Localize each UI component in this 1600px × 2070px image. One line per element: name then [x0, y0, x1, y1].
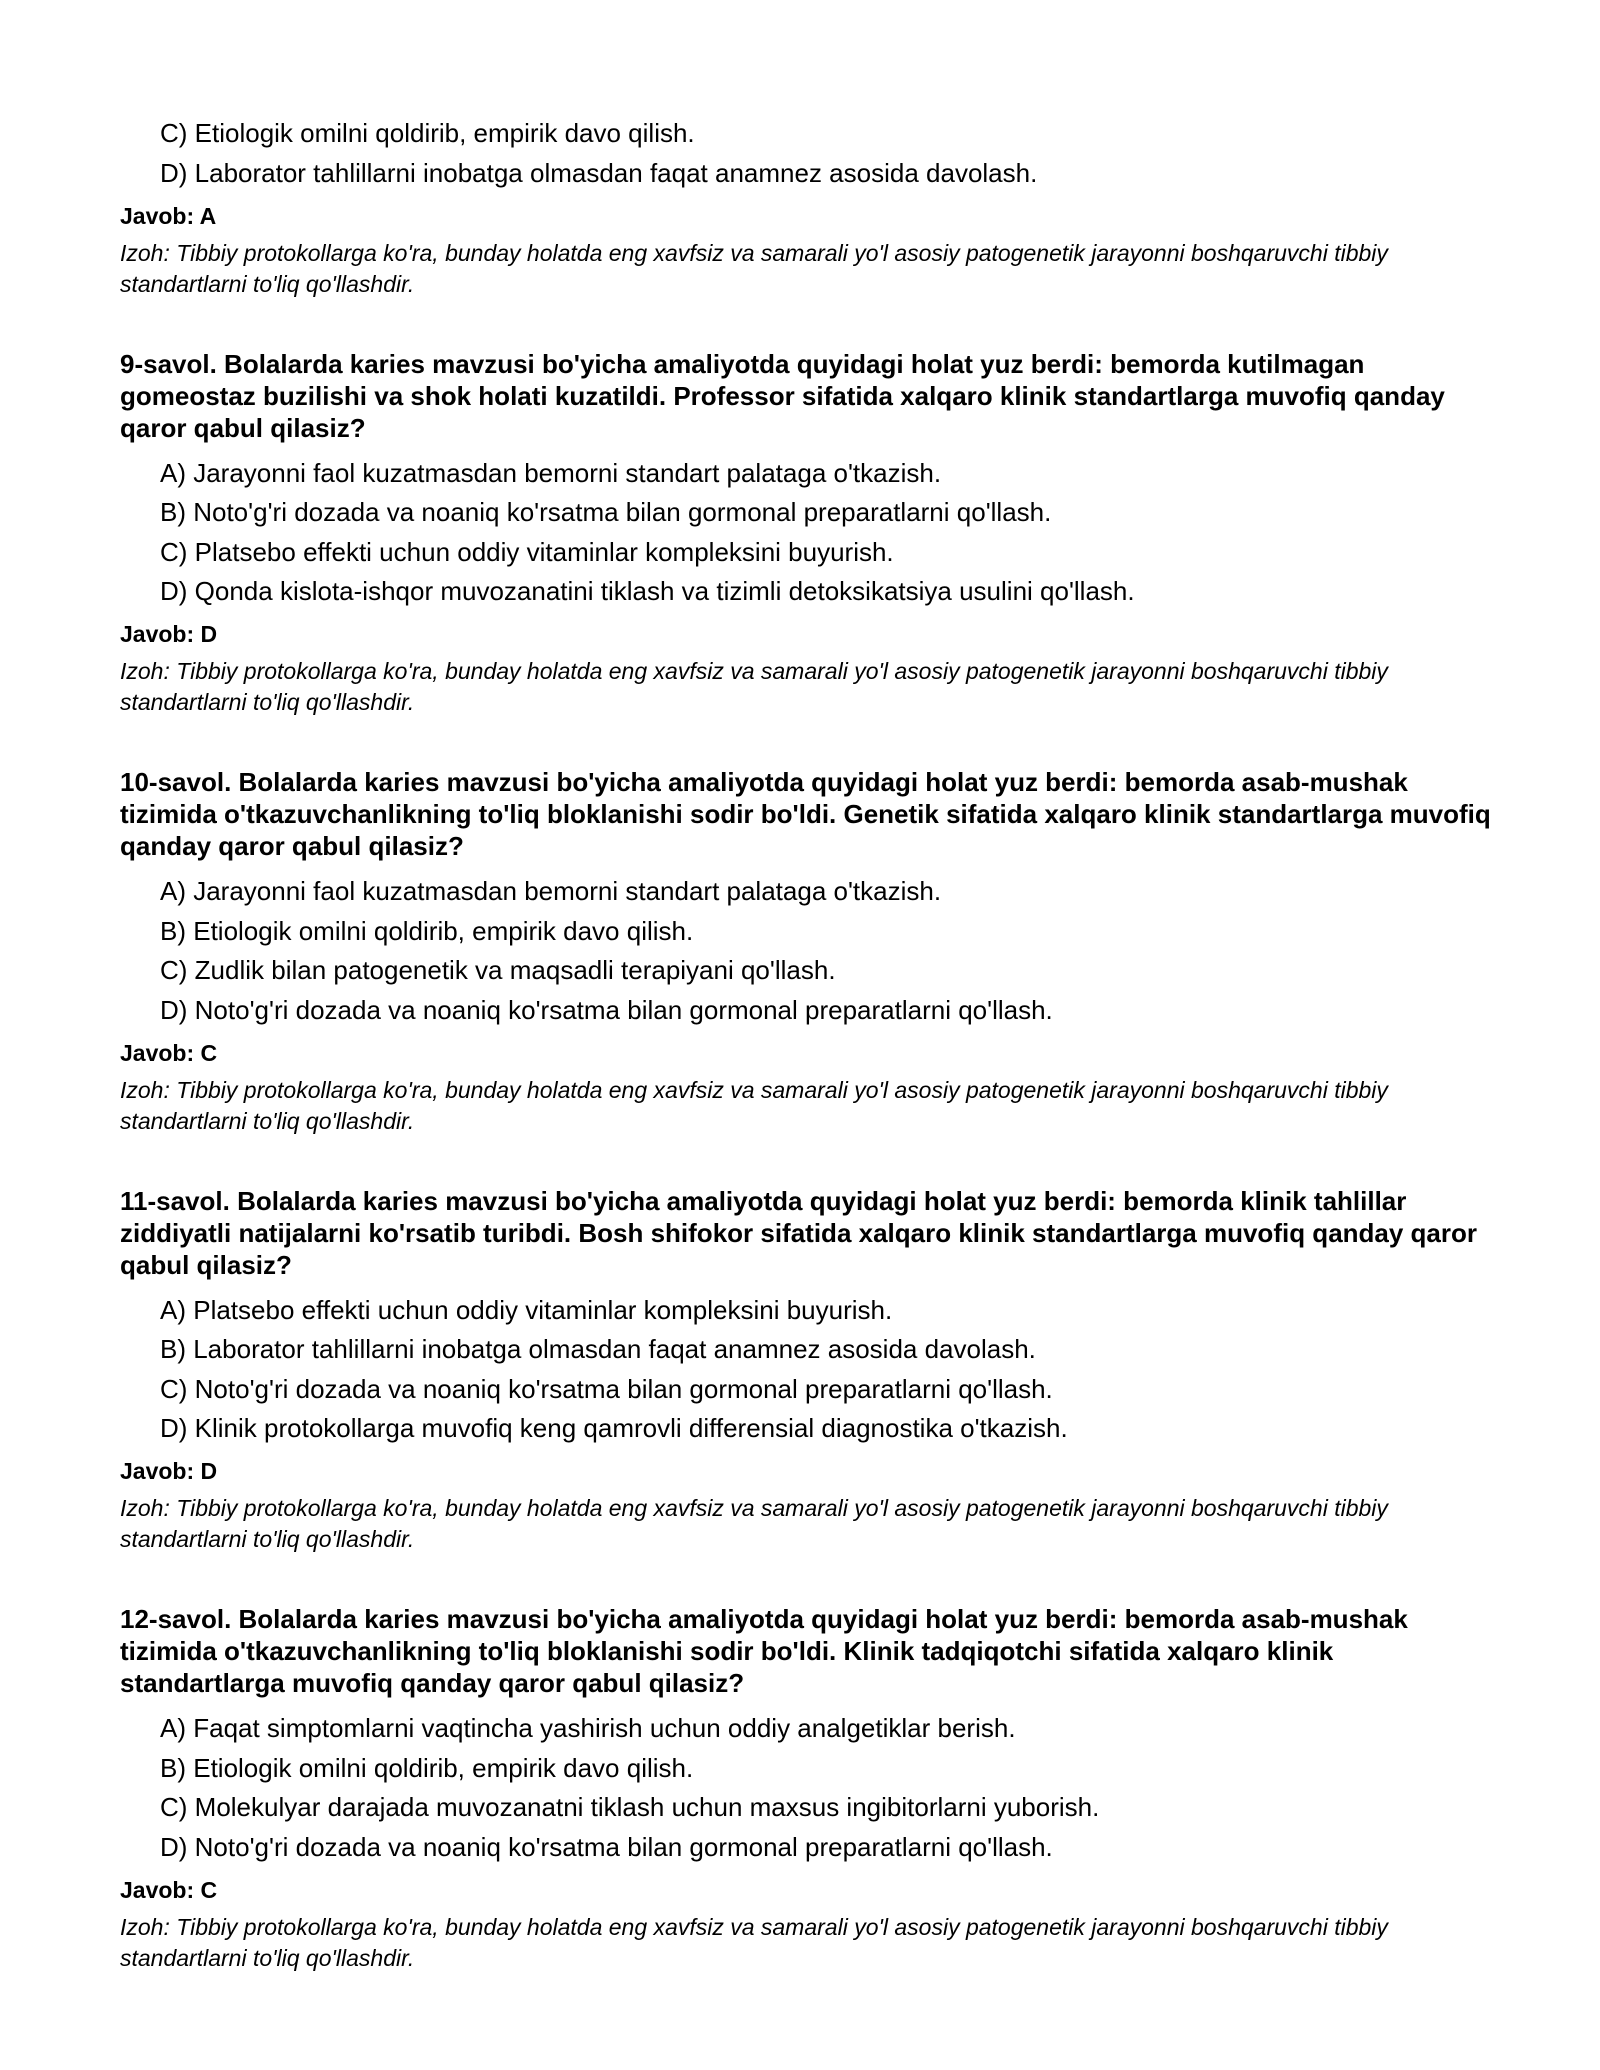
question-block-12: [120, 1603, 1500, 1974]
option-d: D) Klinik protokollarga muvofiq keng qamrovli differensial diagnostika o'tkazish.: [160, 1413, 1068, 1443]
document-page: [120, 118, 1500, 1974]
option-c: C) Zudlik bilan patogenetik va maqsadli terapiyani qo'llash.: [160, 955, 836, 985]
explanation-note: Izoh: Tibbiy protokollarga ko'ra, bunday holatda eng xavfsiz va samarali yo'l asosiy patogenetik jarayonni boshqaruvchi tibbiy standartlarni to'liq qo'llashdir.: [120, 1495, 1388, 1552]
option-list: [120, 118, 1500, 188]
answer-label: Javob: C: [120, 1039, 218, 1066]
question-text: 11-savol. Bolalarda karies mavzusi bo'yicha amaliyotda quyidagi holat yuz berdi: bemorda klinik tahlillar ziddiyatli natijalarni ko'rsatib turibdi. Bosh shifokor sifatida xalqaro klinik standartlarga muvofiq qanday qaror qabul qilasiz?: [120, 1185, 1478, 1280]
option-b: B) Laborator tahlillarni inobatga olmasdan faqat anamnez asosida davolash.: [160, 1334, 1036, 1364]
option-list: [120, 1295, 1500, 1444]
option-a: A) Jarayonni faol kuzatmasdan bemorni standart palataga o'tkazish.: [160, 457, 942, 488]
explanation-note: Izoh: Tibbiy protokollarga ko'ra, bunday holatda eng xavfsiz va samarali yo'l asosiy patogenetik jarayonni boshqaruvchi tibbiy standartlarni to'liq qo'llashdir.: [120, 1076, 1388, 1134]
question-block-11: [120, 1185, 1500, 1556]
option-c: C) Noto'g'ri dozada va noaniq ko'rsatma bilan gormonal preparatlarni qo'llash.: [160, 1373, 1053, 1404]
option-a: A) Platsebo effekti uchun oddiy vitaminlar kompleksini buyurish.: [160, 1294, 893, 1325]
question-block-9: [120, 348, 1500, 719]
explanation-note: Izoh: Tibbiy protokollarga ko'ra, bunday holatda eng xavfsiz va samarali yo'l asosiy patogenetik jarayonni boshqaruvchi tibbiy standartlarni to'liq qo'llashdir.: [120, 658, 1388, 715]
option-d: D) Noto'g'ri dozada va noaniq ko'rsatma bilan gormonal preparatlarni qo'llash.: [160, 994, 1053, 1025]
explanation-note: Izoh: Tibbiy protokollarga ko'ra, bunday holatda eng xavfsiz va samarali yo'l asosiy patogenetik jarayonni boshqaruvchi tibbiy standartlarni to'liq qo'llashdir.: [120, 1913, 1388, 1971]
answer-label: Javob: D: [120, 1458, 218, 1484]
option-b: B) Etiologik omilni qoldirib, empirik davo qilish.: [160, 1752, 694, 1783]
explanation-note: Izoh: Tibbiy protokollarga ko'ra, bunday holatda eng xavfsiz va samarali yo'l asosiy patogenetik jarayonni boshqaruvchi tibbiy standartlarni to'liq qo'llashdir.: [120, 239, 1388, 297]
option-list: [120, 876, 1500, 1025]
answer-label: Javob: A: [120, 202, 217, 229]
option-d: D) Laborator tahlillarni inobatga olmasdan faqat anamnez asosida davolash.: [160, 157, 1038, 188]
option-a: A) Jarayonni faol kuzatmasdan bemorni standart palataga o'tkazish.: [160, 876, 942, 906]
option-b: B) Noto'g'ri dozada va noaniq ko'rsatma bilan gormonal preparatlarni qo'llash.: [160, 497, 1052, 527]
answer-label: Javob: D: [120, 621, 218, 647]
question-text: 10-savol. Bolalarda karies mavzusi bo'yicha amaliyotda quyidagi holat yuz berdi: bemorda asab-mushak tizimida o'tkazuvchanlikning to'liq bloklanishi sodir bo'ldi. Genetik sifatida xalqaro klinik standartlarga muvofiq qanday qaror qabul qilasiz?: [120, 767, 1491, 861]
option-c: C) Molekulyar darajada muvozanatni tiklash uchun maxsus ingibitorlarni yuborish.: [160, 1792, 1100, 1822]
question-block-partial: [120, 118, 1500, 300]
option-b: B) Etiologik omilni qoldirib, empirik davo qilish.: [160, 915, 694, 946]
option-a: A) Faqat simptomlarni vaqtincha yashirish uchun oddiy analgetiklar berish.: [160, 1713, 1016, 1743]
question-text: 9-savol. Bolalarda karies mavzusi bo'yicha amaliyotda quyidagi holat yuz berdi: bemorda kutilmagan gomeostaz buzilishi va shok holati kuzatildi. Professor sifatida xalqaro klinik standartlarga muvofiq qanday qaror qabul qilasiz?: [120, 348, 1445, 443]
answer-label: Javob: C: [120, 1876, 218, 1903]
question-block-10: [120, 766, 1500, 1137]
option-d: D) Qonda kislota-ishqor muvozanatini tiklash va tizimli detoksikatsiya usulini qo'llash.: [160, 576, 1135, 606]
option-list: [120, 458, 1500, 607]
option-c: C) Etiologik omilni qoldirib, empirik davo qilish.: [160, 118, 695, 148]
option-c: C) Platsebo effekti uchun oddiy vitaminlar kompleksini buyurish.: [160, 536, 894, 567]
option-list: [120, 1713, 1500, 1862]
question-text: 12-savol. Bolalarda karies mavzusi bo'yicha amaliyotda quyidagi holat yuz berdi: bemorda asab-mushak tizimida o'tkazuvchanlikning to'liq bloklanishi sodir bo'ldi. Klinik tadqiqotchi sifatida xalqaro klinik standartlarga muvofiq qanday qaror qabul qilasiz?: [120, 1604, 1408, 1698]
option-d: D) Noto'g'ri dozada va noaniq ko'rsatma bilan gormonal preparatlarni qo'llash.: [160, 1831, 1053, 1862]
